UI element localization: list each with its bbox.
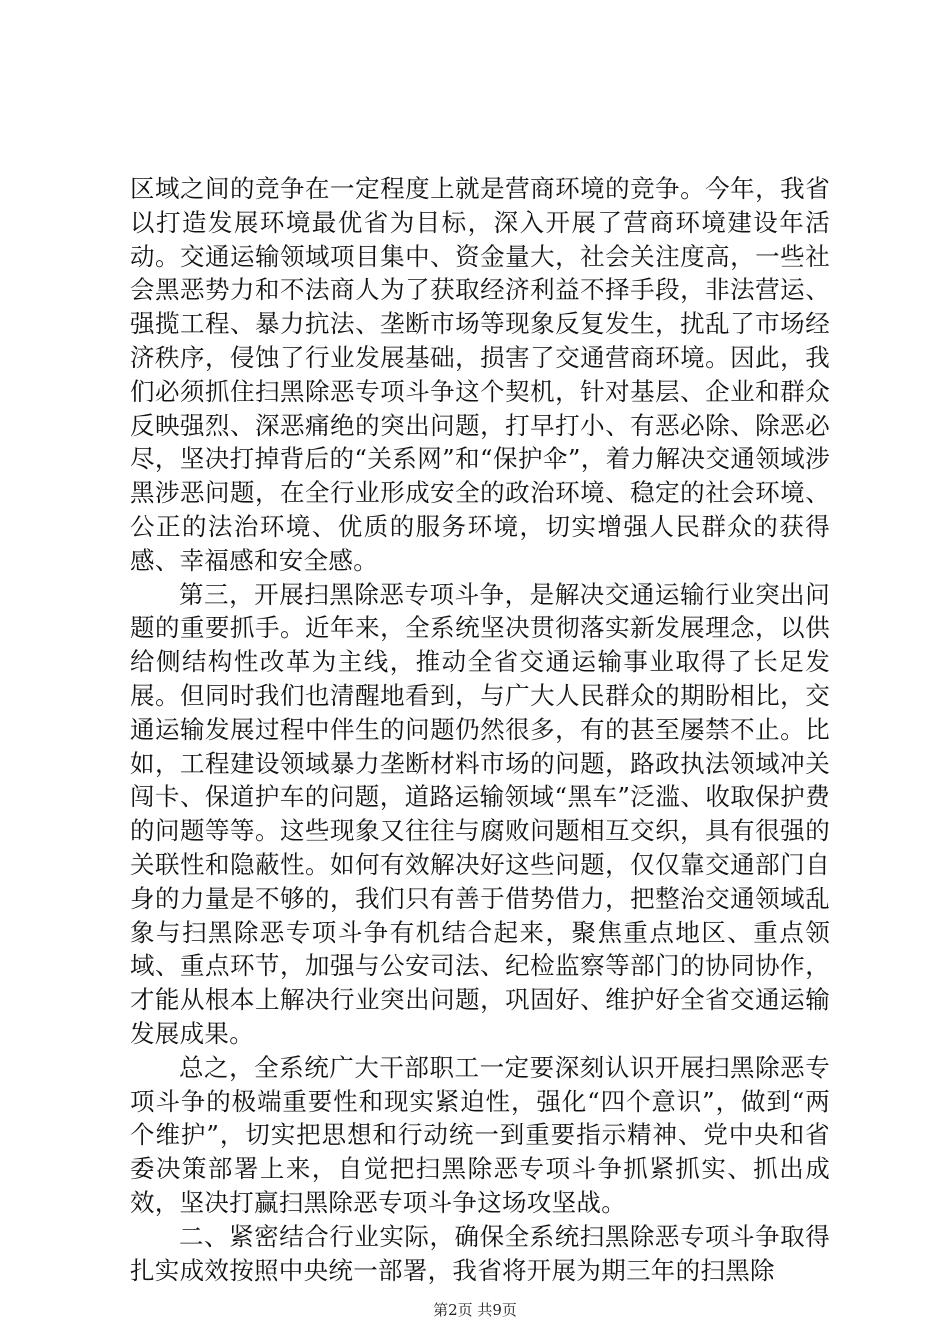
paragraph-summary: 总之，全系统广大干部职工一定要深刻认识开展扫黑除恶专项斗争的极端重要性和现实紧迫性，强化“四个意识”，做到“两个维护”，切实把思想和行动统一到重要指示精神、党中央和省委决策部署上来，自觉把扫黑除恶专项斗争抓紧抓实、抓出成效，坚决打赢扫黑除恶专项斗争这场攻坚战。 [130, 1052, 830, 1217]
paragraph-continuation: 区域之间的竞争在一定程度上就是营商环境的竞争。今年，我省以打造发展环境最优省为目标，深入开展了营商环境建设年活动。交通运输领域项目集中、资金量大，社会关注度高，一些社会黑恶势力和不法商人为了获取经济利益不择手段，非法营运、强揽工程、暴力抗法、垄断市场等现象反复发生，扰乱了市场经济秩序，侵蚀了行业发展基础，损害了交通营商环境。因此，我们必须抓住扫黑除恶专项斗争这个契机，针对基层、企业和群众反映强烈、深恶痛绝的突出问题，打早打小、有恶必除、除恶必尽，坚决打掉背后的“关系网”和“保护伞”，着力解决交通领域涉黑涉恶问题，在全行业形成安全的政治环境、稳定的社会环境、公正的法治环境、优质的服务环境，切实增强人民群众的获得感、幸福感和安全感。 [130, 174, 830, 575]
paragraph-third-point: 第三，开展扫黑除恶专项斗争，是解决交通运输行业突出问题的重要抓手。近年来，全系统坚决贯彻落实新发展理念，以供给侧结构性改革为主线，推动全省交通运输事业取得了长足发展。但同时我们也清醒地看到，与广大人民群众的期盼相比，交通运输发展过程中伴生的问题仍然很多，有的甚至屡禁不止。比如，工程建设领域暴力垄断材料市场的问题，路政执法领域冲关闯卡、保道护车的问题，道路运输领域“黑车”泛滥、收取保护费的问题等等。这些现象又往往与腐败问题相互交织，具有很强的关联性和隐蔽性。如何有效解决好这些问题，仅仅靠交通部门自身的力量是不够的，我们只有善于借势借力，把整治交通领域乱象与扫黑除恶专项斗争有机结合起来，聚焦重点地区、重点领域、重点环节，加强与公安司法、纪检监察等部门的协同协作，才能从根本上解决行业突出问题，巩固好、维护好全省交通运输发展成果。 [130, 579, 830, 1048]
document-body [130, 172, 830, 1287]
paragraph-section-two-heading: 二、紧密结合行业实际，确保全系统扫黑除恶专项斗争取得扎实成效按照中央统一部署，我省将开展为期三年的扫黑除 [130, 1221, 830, 1285]
page-footer [0, 1300, 950, 1320]
page-number-indicator: 第2页 共9页 [433, 1301, 517, 1319]
